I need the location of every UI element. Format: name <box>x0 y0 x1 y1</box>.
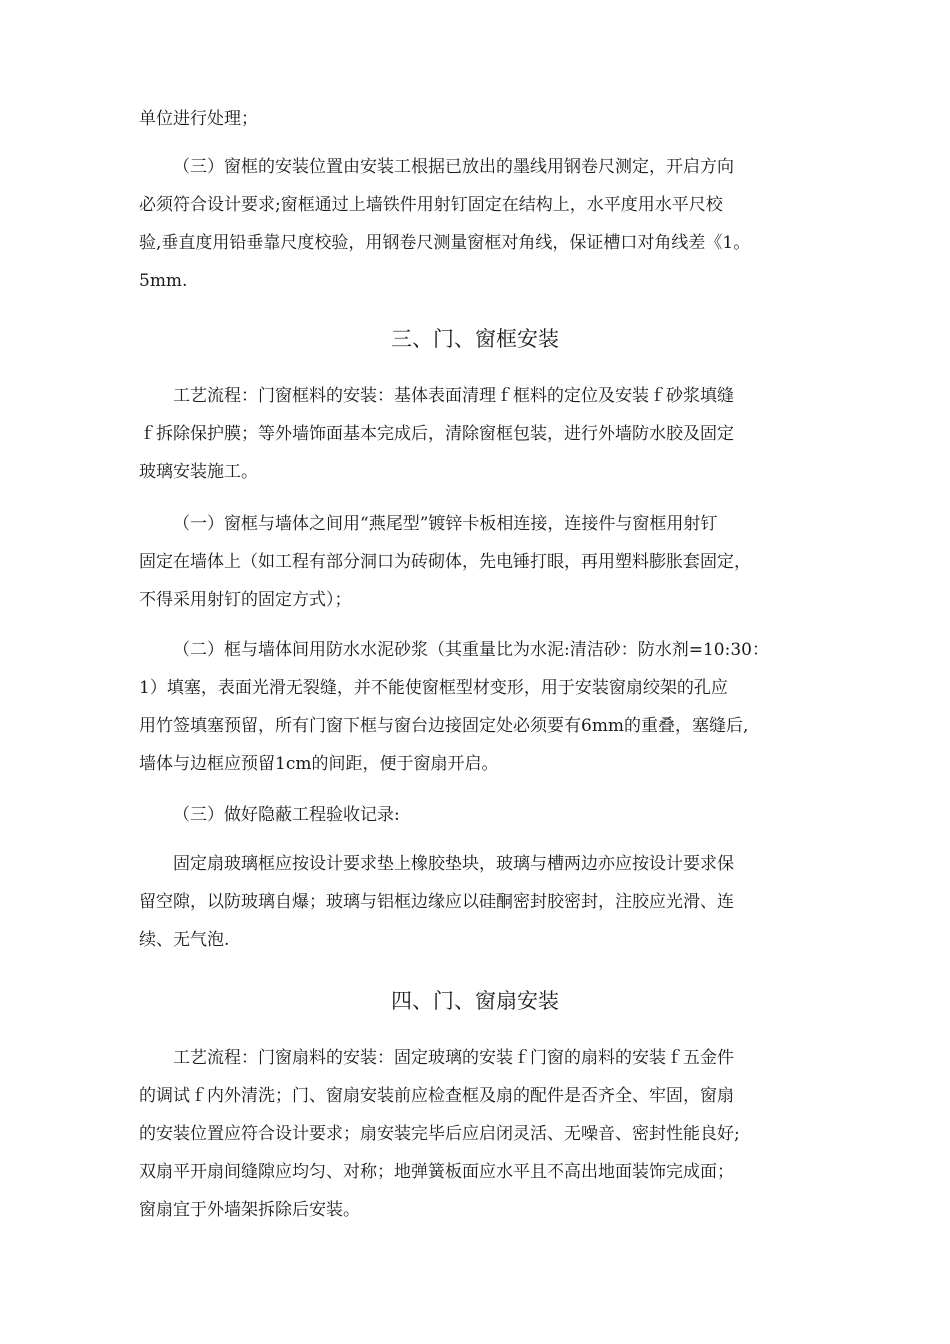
text-line: 必须符合设计要求;窗框通过上墙铁件用射钉固定在结构上，水平度用水平尺校 <box>139 195 723 215</box>
paragraph <box>139 1039 829 1229</box>
text-line: 固定扇玻璃框应按设计要求垫上橡胶垫块，玻璃与槽两边亦应按设计要求保 <box>173 854 734 874</box>
text-line: 验,垂直度用铅垂靠尺度校验，用钢卷尺测量窗框对角线，保证槽口对角线差《1。 <box>139 233 751 253</box>
paragraph <box>139 148 829 300</box>
text-line: 双扇平开扇间缝隙应均匀、对称；地弹簧板面应水平且不高出地面装饰完成面； <box>139 1162 734 1182</box>
text-line: 玻璃安装施工。 <box>139 462 258 482</box>
text-line: 5mm. <box>139 271 188 291</box>
text-line: 工艺流程：门窗框料的安装：基体表面清理ｆ框料的定位及安装ｆ砂浆填缝 <box>173 386 734 406</box>
text-line: 窗扇宜于外墙架拆除后安装。 <box>139 1200 360 1220</box>
section-heading: 三、门、窗框安装 <box>391 327 559 351</box>
text-line: （二）框与墙体间用防水水泥砂浆（其重量比为水泥:清洁砂：防水剂=10:30： <box>173 640 769 660</box>
text-line: 墙体与边框应预留1cm的间距，便于窗扇开启。 <box>139 754 499 774</box>
text-line: 用竹签填塞预留，所有门窗下框与窗台边接固定处必须要有6mm的重叠，塞缝后, <box>139 716 749 736</box>
text-line: ｆ拆除保护膜；等外墙饰面基本完成后，清除窗框包装，进行外墙防水胶及固定 <box>139 424 734 444</box>
text-line: （一）窗框与墙体之间用“燕尾型”镀锌卡板相连接，连接件与窗框用射钉 <box>173 514 718 534</box>
text-line: 固定在墙体上（如工程有部分洞口为砖砌体，先电锤打眼，再用塑料膨胀套固定， <box>139 552 751 572</box>
text-line: 不得采用射钉的固定方式）； <box>139 590 352 610</box>
text-line: （三）窗框的安装位置由安装工根据已放出的墨线用钢卷尺测定，开启方向 <box>173 157 734 177</box>
section-heading: 四、门、窗扇安装 <box>391 989 559 1013</box>
text-line: 1）填塞，表面光滑无裂缝，并不能使窗框型材变形，用于安装窗扇绞架的孔应 <box>139 678 728 698</box>
paragraph <box>139 377 829 491</box>
text-line: 工艺流程：门窗扇料的安装：固定玻璃的安装ｆ门窗的扇料的安装ｆ五金件 <box>173 1048 734 1068</box>
paragraph <box>139 505 829 619</box>
paragraph <box>139 631 829 783</box>
paragraph <box>139 845 829 959</box>
text-line: 的安装位置应符合设计要求；扇安装完毕后应启闭灵活、无噪音、密封性能良好; <box>139 1124 740 1144</box>
text-line: （三）做好隐蔽工程验收记录: <box>173 805 400 825</box>
text-line: 的调试ｆ内外清洗；门、窗扇安装前应检查框及扇的配件是否齐全、牢固，窗扇 <box>139 1086 734 1106</box>
paragraph <box>139 100 829 138</box>
text-line: 续、无气泡. <box>139 930 230 950</box>
text-line: 留空隙，以防玻璃自爆；玻璃与铝框边缘应以硅酮密封胶密封，注胶应光滑、连 <box>139 892 734 912</box>
text-line: 单位进行处理； <box>139 109 258 129</box>
paragraph <box>139 796 829 834</box>
